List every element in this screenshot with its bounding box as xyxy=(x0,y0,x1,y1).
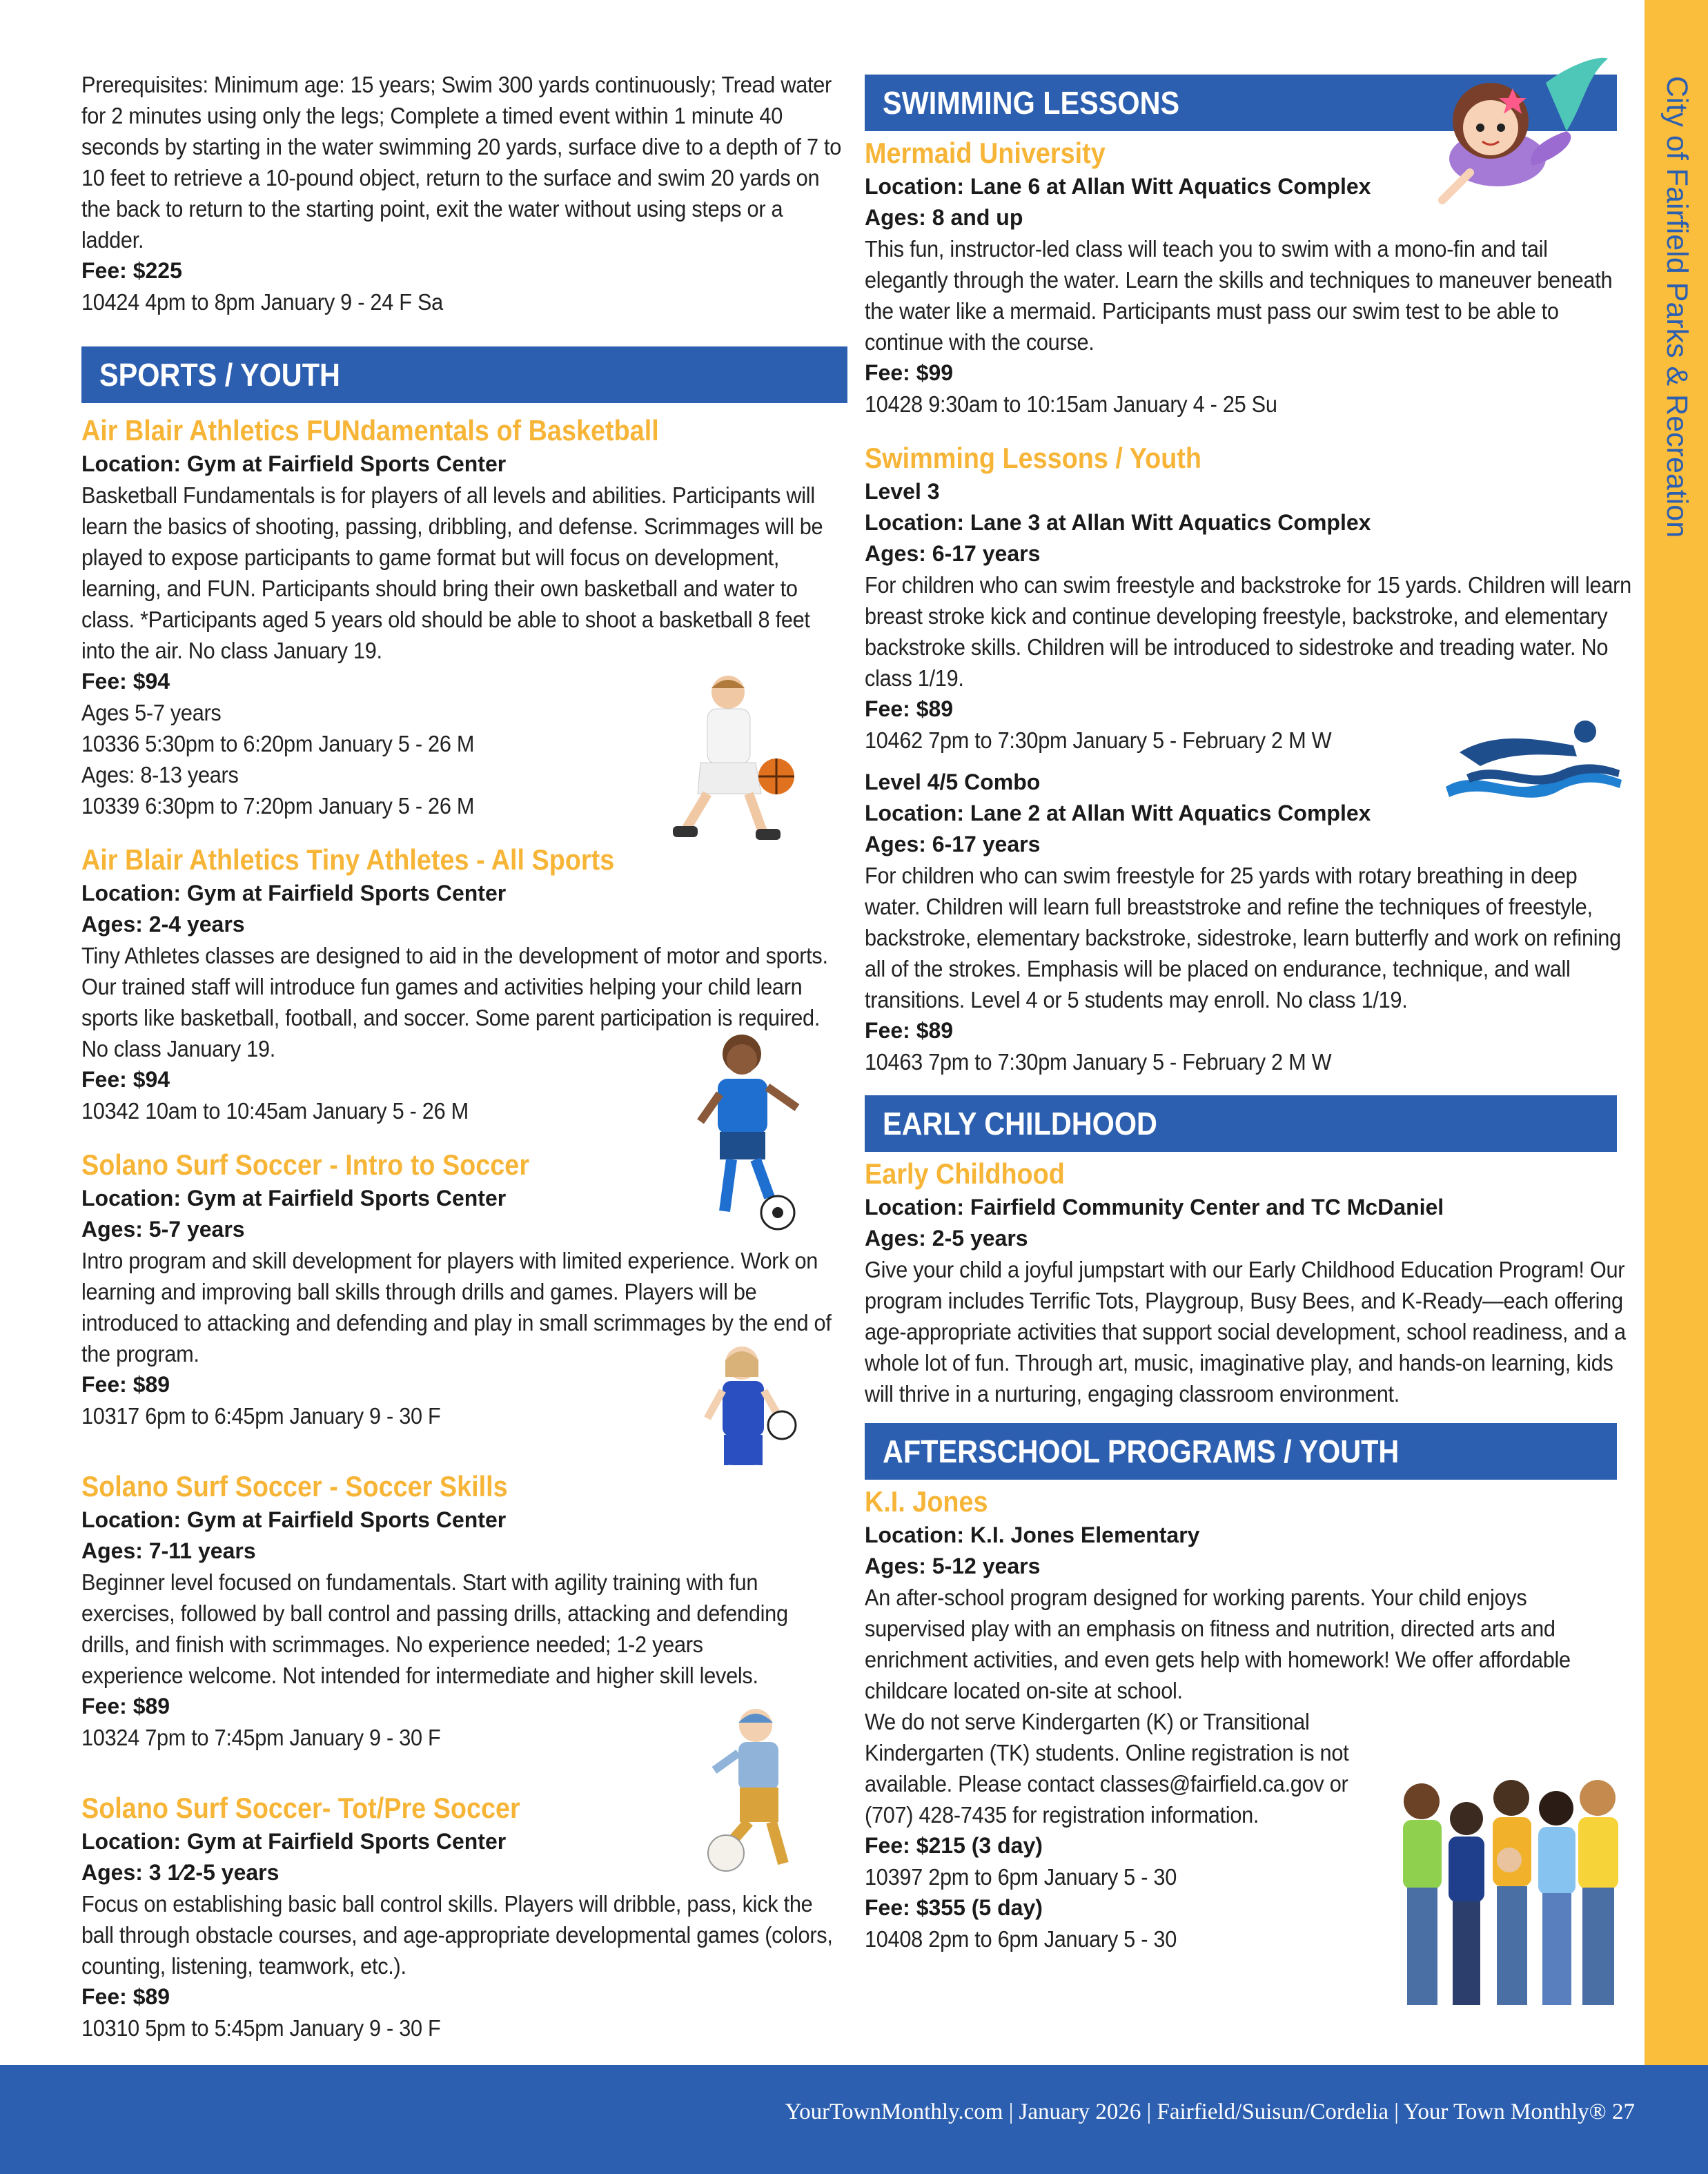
location-line: Location: Lane 3 at Allan Witt Aquatics Complex xyxy=(865,510,1371,535)
soccer-girl-illustration xyxy=(694,1342,801,1532)
fee-label: Fee: $89 xyxy=(81,1984,170,2009)
fee-label: Fee: $89 xyxy=(81,1372,170,1397)
program-description: An after-school program designed for working parents. Your child enjoys supervised play with an emphasis on fitness and nutrition, directed arts and enrichment activities, and even gets help with homework! We offer affordable childcare located on-site at school. xyxy=(865,1585,1571,1703)
location-line: Location: Gym at Fairfield Sports Center xyxy=(81,1829,507,1854)
fee-label: Fee: $89 xyxy=(865,1018,954,1043)
toddler-soccer-illustration xyxy=(697,1705,811,1877)
session-line: 10339 6:30pm to 7:20pm January 5 - 26 M xyxy=(81,793,475,819)
session-line: 10336 5:30pm to 6:20pm January 5 - 26 M xyxy=(81,731,475,756)
session-line: 10428 9:30am to 10:15am January 4 - 25 Su xyxy=(865,391,1277,417)
program-title: Early Childhood xyxy=(865,1157,1065,1190)
program-description: For children who can swim freestyle for 25 yards with rotary breathing in deep water. Children will learn full breaststroke and refine the techniques of freestyle, backstroke, elementary backstroke, sidestroke, learn butterfly and work on refining all of the strokes. Emphasis will be placed on endurance, technique, and wall transitions. Level 4 or 5 students may enroll. No class 1/19. xyxy=(865,863,1621,1012)
fee-label: Fee: $225 xyxy=(81,258,182,283)
program-description: We do not serve Kindergarten (K) or Transitional Kindergarten (TK) students. Online registration is not available. Please contact classes@fairfield.ca.gov or (707) 428-7435 for registration information. xyxy=(865,1709,1349,1828)
fee-label: Fee: $355 (5 day) xyxy=(865,1895,1043,1920)
level-label: Level 3 xyxy=(865,479,940,504)
ages-line: Ages: 7-11 years xyxy=(81,1538,256,1563)
program-description: Give your child a joyful jumpstart with our Early Childhood Education Program! Our program includes Terrific Tots, Playgroup, Busy Bees, and K-Ready—each offering age-appropriate activities that support social development, school readiness, and a whole lot of fun. Through art, music, imaginative play, and hands-on learning, kids will thrive in a nurturing, engaging classroom environment. xyxy=(865,1257,1626,1407)
location-line: Location: Gym at Fairfield Sports Center xyxy=(81,1186,507,1211)
fee-label: Fee: $99 xyxy=(865,360,954,385)
fee-label: Fee: $94 xyxy=(81,669,170,694)
prerequisites-text: Prerequisites: Minimum age: 15 years; Swim 300 yards continuously; Tread water for 2 minutes using only the legs; Complete a timed event within 1 minute 40 seconds by starting in the water swimming 20 yards, surface dive to a depth of 7 to 10 feet to retrieve a 10-pound object, return to the surface and swim 20 yards on the back to return to the starting point, exit the water without using steps or a ladder. xyxy=(81,72,842,253)
section-header-sports: SPORTS / YOUTH xyxy=(81,346,847,403)
program-description: This fun, instructor-led class will teach you to swim with a mono-fin and tail elegantly through the water. Learn the skills and techniques to maneuver beneath the water like a mermaid. Participants must pass our swim test to be able to continue with the course. xyxy=(865,236,1613,355)
location-line: Location: Gym at Fairfield Sports Center xyxy=(81,451,507,476)
location-line: Location: Gym at Fairfield Sports Center xyxy=(81,881,507,905)
program-description: Focus on establishing basic ball control skills. Players will dribble, pass, kick the ball through obstacle courses, and age-appropriate developmental games (colors, counting, listening, teamwork, etc.). xyxy=(81,1891,833,1979)
program-description: Tiny Athletes classes are designed to aid in the development of motor and sports. Our trained staff will introduce fun games and activities helping your child learn sports like basketball, football, and soccer. Some parent participation is required. No class January 19. xyxy=(81,943,828,1061)
ages-line: Ages: 6-17 years xyxy=(865,541,1041,566)
session-line: 10324 7pm to 7:45pm January 9 - 30 F xyxy=(81,1725,441,1750)
fee-label: Fee: $94 xyxy=(81,1067,170,1092)
ages-line: Ages: 2-4 years xyxy=(81,912,245,937)
session-line: 10397 2pm to 6pm January 5 - 30 xyxy=(865,1864,1177,1890)
program-description: Intro program and skill development for players with limited experience. Work on learning and improving ball skills through drills and games. Players will be introduced to attacking and defending and play in small scrimmages by the end of the program. xyxy=(81,1248,832,1367)
soccer-kid-illustration xyxy=(694,1032,811,1232)
session-line: 10317 6pm to 6:45pm January 9 - 30 F xyxy=(81,1403,441,1429)
section-header-early-childhood: EARLY CHILDHOOD xyxy=(865,1095,1617,1152)
program-title: K.I. Jones xyxy=(865,1485,988,1518)
fee-label: Fee: $89 xyxy=(81,1694,170,1718)
program-title: Swimming Lessons / Youth xyxy=(865,442,1201,474)
location-line: Location: Gym at Fairfield Sports Center xyxy=(81,1507,507,1532)
location-line: Location: Lane 2 at Allan Witt Aquatics Complex xyxy=(865,801,1371,825)
ages-line: Ages 5-7 years xyxy=(81,700,222,725)
session-line: 10342 10am to 10:45am January 5 - 26 M xyxy=(81,1098,469,1124)
ages-line: Ages: 8 and up xyxy=(865,205,1023,230)
program-title: Solano Surf Soccer - Intro to Soccer xyxy=(81,1148,530,1181)
side-title: City of Fairfield Parks & Recreation xyxy=(1660,76,1694,538)
ages-line: Ages: 5-12 years xyxy=(865,1554,1041,1578)
kids-group-illustration xyxy=(1391,1770,1629,2019)
location-line: Location: Fairfield Community Center and TC McDaniel xyxy=(865,1195,1444,1220)
session-line: 10463 7pm to 7:30pm January 5 - February 2 M W xyxy=(865,1049,1332,1075)
basketball-boy-illustration xyxy=(652,673,811,842)
fee-label: Fee: $215 (3 day) xyxy=(865,1833,1043,1858)
ages-line: Ages: 3 1⁄2-5 years xyxy=(81,1860,279,1885)
section-header-afterschool: AFTERSCHOOL PROGRAMS / YOUTH xyxy=(865,1423,1617,1480)
program-description: Basketball Fundamentals is for players of all levels and abilities. Participants will learn the basics of shooting, passing, dribbling, and defense. Scrimmages will be played to expose participants to game format but will focus on development, learning, and FUN. Participants should bring their own basketball and water to class. *Participants aged 5 years old should be able to shoot a basketball 8 feet into the air. No class January 19. xyxy=(81,482,823,663)
ages-line: Ages: 5-7 years xyxy=(81,1217,245,1242)
ages-line: Ages: 8-13 years xyxy=(81,762,239,787)
footer-text: YourTownMonthly.com | January 2026 | Fairfield/Suisun/Cordelia | Your Town Monthly® 27 xyxy=(785,2099,1635,2124)
session-line: 10408 2pm to 6pm January 5 - 30 xyxy=(865,1926,1177,1952)
ages-line: Ages: 6-17 years xyxy=(865,832,1041,856)
location-line: Location: Lane 6 at Allan Witt Aquatics Complex xyxy=(865,174,1371,199)
swimmer-icon xyxy=(1439,711,1625,807)
program-title: Solano Surf Soccer- Tot/Pre Soccer xyxy=(81,1792,520,1824)
program-description: For children who can swim freestyle and backstroke for 15 yards. Children will learn breast stroke kick and continue developing freestyle, backstroke, and elementary backstroke skills. Children will be introduced to sidestroke and treading water. No class 1/19. xyxy=(865,572,1631,691)
session-line: 10424 4pm to 8pm January 9 - 24 F Sa xyxy=(81,289,443,315)
section-header-swimming: SWIMMING LESSONS xyxy=(865,75,1617,131)
program-title: Air Blair Athletics Tiny Athletes - All Sports xyxy=(81,843,615,876)
program-description: Beginner level focused on fundamentals. Start with agility training with fun exercises, followed by ball control and passing drills, attacking and defending drills, and finish with scrimmages. No experience needed; 1-2 years experience welcome. Not intended for intermediate and higher skill levels. xyxy=(81,1569,788,1688)
session-line: 10462 7pm to 7:30pm January 5 - February 2 M W xyxy=(865,727,1332,753)
fee-label: Fee: $89 xyxy=(865,696,954,721)
location-line: Location: K.I. Jones Elementary xyxy=(865,1522,1200,1547)
ages-line: Ages: 2-5 years xyxy=(865,1226,1028,1251)
right-column xyxy=(865,54,1631,1955)
mermaid-illustration xyxy=(1429,55,1615,228)
program-title: Air Blair Athletics FUNdamentals of Basketball xyxy=(81,414,659,447)
footer-bar xyxy=(0,2065,1708,2174)
program-title: Mermaid University xyxy=(865,137,1106,169)
level-label: Level 4/5 Combo xyxy=(865,770,1041,794)
session-line: 10310 5pm to 5:45pm January 9 - 30 F xyxy=(81,2015,441,2041)
program-title: Solano Surf Soccer - Soccer Skills xyxy=(81,1470,508,1502)
